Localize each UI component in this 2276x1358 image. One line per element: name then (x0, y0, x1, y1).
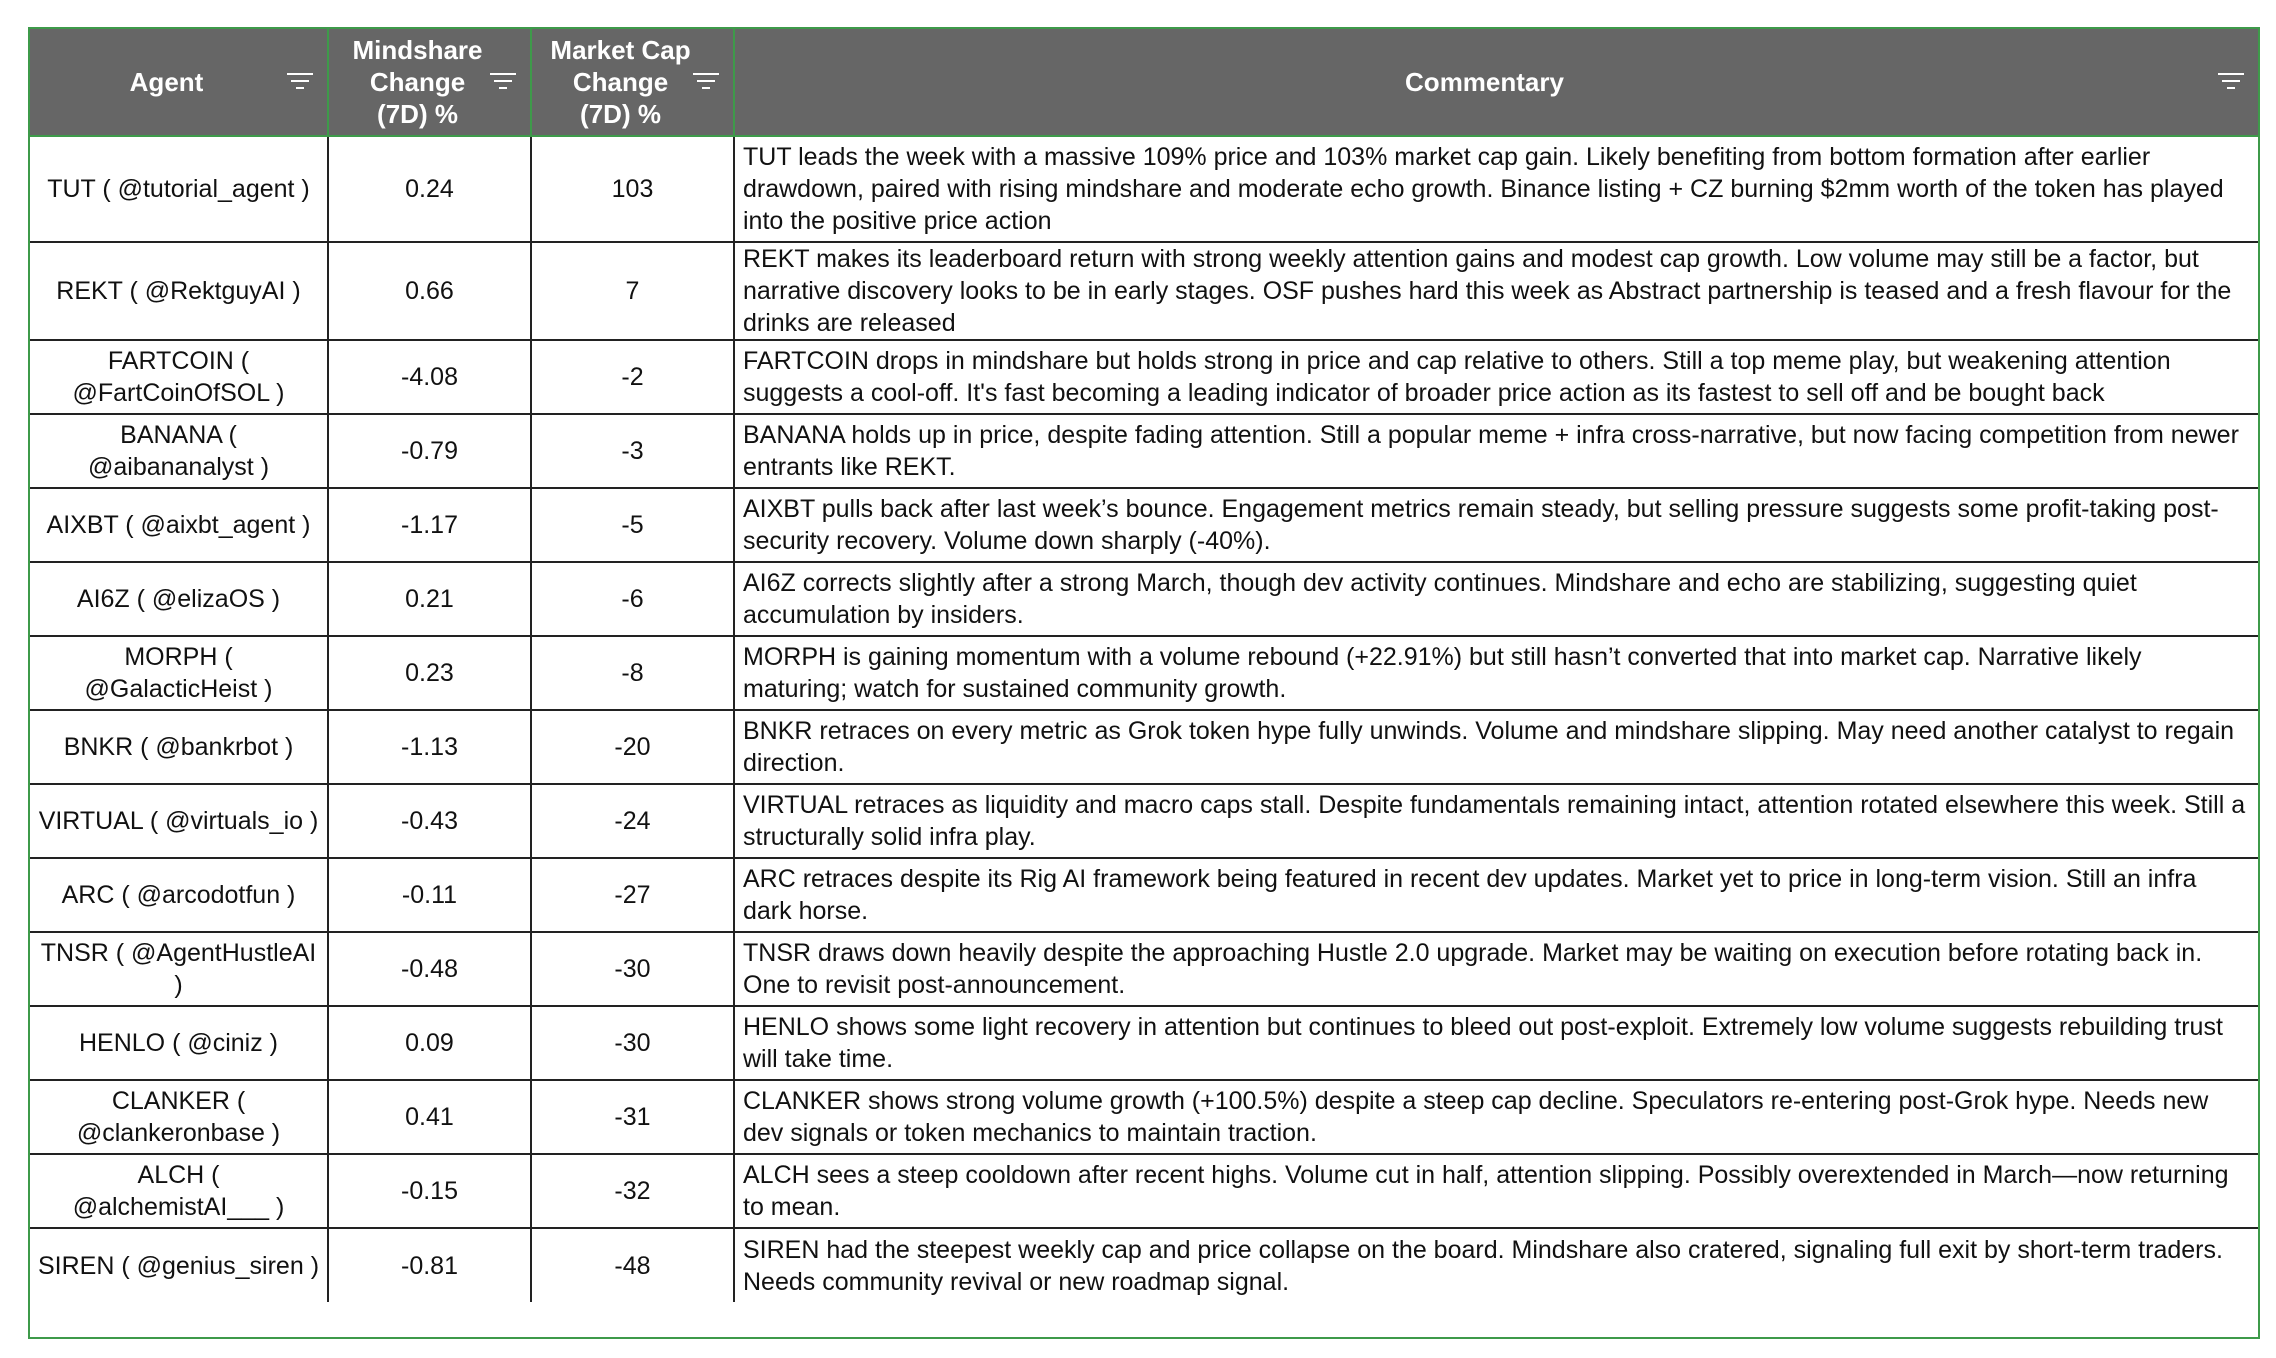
commentary-cell: HENLO shows some light recovery in attention but continues to bleed out post-exploit. Extremely low volume suggests rebuilding trust will take time. (734, 1006, 2258, 1080)
marketcap-cell: -6 (531, 562, 734, 636)
table-row[interactable] (30, 242, 2258, 340)
commentary-cell: AI6Z corrects slightly after a strong March, though dev activity continues. Mindshare and echo are stabilizing, suggesting quiet accumulation by insiders. (734, 562, 2258, 636)
leaderboard-table-container (28, 27, 2260, 1339)
commentary-cell: ARC retraces despite its Rig AI framework being featured in recent dev updates. Market yet to price in long-term vision. Still an infra dark horse. (734, 858, 2258, 932)
marketcap-cell: -30 (531, 932, 734, 1006)
mindshare-cell: 0.66 (328, 242, 531, 340)
commentary-cell: BANANA holds up in price, despite fading attention. Still a popular meme + infra cross-narrative, but now facing competition from newer entrants like REKT. (734, 414, 2258, 488)
agent-cell: FARTCOIN ( @FartCoinOfSOL ) (30, 340, 328, 414)
commentary-cell: FARTCOIN drops in mindshare but holds strong in price and cap relative to others. Still a top meme play, but weakening attention suggests a cool-off. It's fast becoming a leading indicator of broader price action as its fastest to sell off and be bought back (734, 340, 2258, 414)
mindshare-cell: -0.15 (328, 1154, 531, 1228)
table-row[interactable] (30, 784, 2258, 858)
agent-cell: AIXBT ( @aixbt_agent ) (30, 488, 328, 562)
header-marketcap-line: Market Cap (550, 35, 691, 65)
table-row[interactable] (30, 136, 2258, 242)
agent-cell: CLANKER ( @clankeronbase ) (30, 1080, 328, 1154)
header-marketcap-line: Change (572, 67, 669, 97)
marketcap-cell: -27 (531, 858, 734, 932)
header-mindshare-line: Mindshare (352, 35, 483, 65)
agent-cell: MORPH ( @GalacticHeist ) (30, 636, 328, 710)
table-row[interactable] (30, 414, 2258, 488)
mindshare-cell: 0.09 (328, 1006, 531, 1080)
commentary-cell: ALCH sees a steep cooldown after recent highs. Volume cut in half, attention slipping. Possibly overextended in March—now returning to mean. (734, 1154, 2258, 1228)
mindshare-cell: 0.23 (328, 636, 531, 710)
header-agent-label: Agent (129, 67, 204, 97)
mindshare-cell: -1.13 (328, 710, 531, 784)
filter-icon[interactable] (490, 73, 516, 91)
mindshare-cell: -4.08 (328, 340, 531, 414)
table-row[interactable] (30, 1080, 2258, 1154)
agent-cell: ARC ( @arcodotfun ) (30, 858, 328, 932)
header-marketcap-label (550, 34, 714, 130)
table-row[interactable] (30, 932, 2258, 1006)
header-mindshare-label (352, 34, 506, 130)
commentary-cell: SIREN had the steepest weekly cap and price collapse on the board. Mindshare also cratered, signaling full exit by short-term traders. Needs community revival or new roadmap signal. (743, 1235, 2223, 1296)
marketcap-cell: -32 (531, 1154, 734, 1228)
commentary-cell: AIXBT pulls back after last week’s bounce. Engagement metrics remain steady, but selling pressure suggests some profit-taking post-security recovery. Volume down sharply (-40%). (734, 488, 2258, 562)
table-row[interactable] (30, 1154, 2258, 1228)
table-row[interactable] (30, 636, 2258, 710)
agent-cell: VIRTUAL ( @virtuals_io ) (30, 784, 328, 858)
marketcap-cell: -3 (531, 414, 734, 488)
agent-cell: TNSR ( @AgentHustleAI ) (30, 932, 328, 1006)
commentary-cell: TNSR draws down heavily despite the approaching Hustle 2.0 upgrade. Market may be waiting on execution before rotating back in. One to revisit post-announcement. (734, 932, 2258, 1006)
header-mindshare[interactable] (328, 29, 531, 136)
table-row[interactable] (30, 710, 2258, 784)
filter-icon[interactable] (2218, 73, 2244, 91)
table-row[interactable] (30, 488, 2258, 562)
marketcap-cell: -30 (531, 1006, 734, 1080)
agent-cell: BNKR ( @bankrbot ) (30, 710, 328, 784)
header-mindshare-line: (7D) % (377, 99, 458, 129)
commentary-cell: REKT makes its leaderboard return with strong weekly attention gains and modest cap growth. Low volume may still be a factor, but narrative discovery looks to be in early stages. OSF pushes hard this week as Abstract partnership is teased and a fresh flavour for the drinks are released (734, 242, 2258, 340)
header-marketcap[interactable] (531, 29, 734, 136)
marketcap-cell: 103 (531, 136, 734, 242)
commentary-cell: BNKR retraces on every metric as Grok token hype fully unwinds. Volume and mindshare slipping. May need another catalyst to regain direction. (734, 710, 2258, 784)
mindshare-cell: -0.79 (328, 414, 531, 488)
mindshare-cell: -0.11 (328, 858, 531, 932)
leaderboard-table (30, 29, 2258, 1302)
mindshare-cell: 0.24 (328, 136, 531, 242)
mindshare-cell: -0.81 (328, 1228, 531, 1302)
header-commentary-label: Commentary (1405, 67, 1564, 97)
agent-cell: HENLO ( @ciniz ) (30, 1006, 328, 1080)
mindshare-cell: 0.21 (328, 562, 531, 636)
table-row[interactable] (30, 562, 2258, 636)
agent-cell: BANANA ( @aibananalyst ) (30, 414, 328, 488)
agent-cell: ALCH ( @alchemistAI___ ) (30, 1154, 328, 1228)
filter-icon[interactable] (287, 73, 313, 91)
table-row[interactable] (30, 340, 2258, 414)
marketcap-cell: -2 (531, 340, 734, 414)
header-mindshare-line: Change (369, 67, 466, 97)
marketcap-cell: -8 (531, 636, 734, 710)
commentary-cell: CLANKER shows strong volume growth (+100.5%) despite a steep cap decline. Speculators re-entering post-Grok hype. Needs new dev signals or token mechanics to maintain traction. (734, 1080, 2258, 1154)
header-agent[interactable] (30, 29, 328, 136)
marketcap-cell: -24 (531, 784, 734, 858)
mindshare-cell: -0.43 (328, 784, 531, 858)
commentary-cell: MORPH is gaining momentum with a volume rebound (+22.91%) but still hasn’t converted that into market cap. Narrative likely maturing; watch for sustained community growth. (734, 636, 2258, 710)
table-row[interactable] (30, 1006, 2258, 1080)
marketcap-cell: -5 (531, 488, 734, 562)
mindshare-cell: 0.41 (328, 1080, 531, 1154)
marketcap-cell: -20 (531, 710, 734, 784)
table-row[interactable] (30, 1228, 2258, 1302)
commentary-cell: TUT leads the week with a massive 109% price and 103% market cap gain. Likely benefiting from bottom formation after earlier drawdown, paired with rising mindshare and moderate echo growth. Binance listing + CZ burning $2mm worth of the token has played into the positive price action (734, 136, 2258, 242)
commentary-cell: VIRTUAL retraces as liquidity and macro caps stall. Despite fundamentals remaining intact, attention rotated elsewhere this week. Still a structurally solid infra play. (734, 784, 2258, 858)
agent-cell: REKT ( @RektguyAI ) (30, 242, 328, 340)
filter-icon[interactable] (693, 73, 719, 91)
table-row[interactable] (30, 858, 2258, 932)
header-commentary[interactable] (734, 29, 2258, 136)
mindshare-cell: -1.17 (328, 488, 531, 562)
mindshare-cell: -0.48 (328, 932, 531, 1006)
agent-cell: SIREN ( @genius_siren ) (30, 1228, 328, 1302)
marketcap-cell: -48 (531, 1228, 734, 1302)
agent-cell: AI6Z ( @elizaOS ) (30, 562, 328, 636)
agent-cell: TUT ( @tutorial_agent ) (30, 136, 328, 242)
header-marketcap-line: (7D) % (580, 99, 661, 129)
marketcap-cell: -31 (531, 1080, 734, 1154)
header-row (30, 29, 2258, 136)
marketcap-cell: 7 (531, 242, 734, 340)
